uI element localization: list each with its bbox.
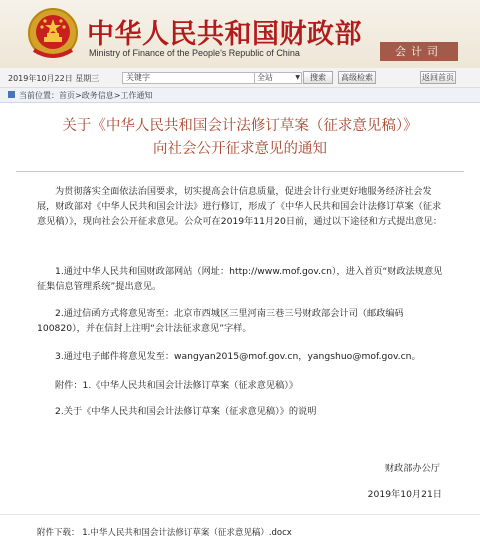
current-date: 2019年10月22日 星期三 (8, 74, 100, 83)
article-title (0, 115, 480, 161)
attachment-download-link[interactable]: 1.中华人民共和国会计法修订草案（征求意见稿）.docx (82, 528, 292, 538)
toolbar (0, 68, 480, 88)
search-button[interactable]: 搜索 (303, 71, 333, 84)
download-label: 附件下载： (37, 528, 80, 538)
paragraph-intro: 为贯彻落实全面依法治国要求，切实提高会计信息质量，促进会计行业更好地服务经济社会发展，财政部对《中华人民共和国会计法》进行修订，形成了《中华人民共和国会计法修订草案（征求意见稿）》，现向社会公开征求意见。公众可在2019年11月20日前，通过以下途径和方式提出意见： (37, 186, 443, 227)
footer-divider (0, 514, 480, 515)
site-title: 中华人民共和国财政部 (87, 19, 362, 50)
signature-date: 2019年10月21日 (367, 489, 442, 500)
attachment-1: 附件：1.《中华人民共和国会计法修订草案（征求意见稿）》 (55, 380, 299, 391)
paragraph-method-3: 3.通过电子邮件将意见发至：wangyan2015@mof.gov.cn，yangshuo@mof.gov.cn。 (55, 351, 421, 362)
paragraph-method-2: 2.通过信函方式将意见寄至：北京市西城区三里河南三巷三号财政部会计司（邮政编码100820），并在信封上注明“会计法征求意见”字样。 (37, 308, 404, 334)
article-title-line-2: 向社会公开征求意见的通知 (153, 141, 327, 157)
section-badge[interactable]: 会计司 (380, 42, 458, 61)
breadcrumb-text[interactable]: 当前位置：首页>政务信息>工作通知 (19, 91, 153, 100)
download-section (37, 526, 292, 538)
home-button[interactable]: 返回首页 (422, 73, 454, 82)
advanced-search-button[interactable]: 高级检索 (338, 71, 376, 84)
signature: 财政部办公厅 (384, 463, 440, 474)
attachment-2: 2.关于《中华人民共和国会计法修订草案（征求意见稿）》的说明 (55, 406, 317, 417)
paragraph-method-1: 1.通过中华人民共和国财政部网站（网址：http://www.mof.gov.cn），进入首页“财政法规意见征集信息管理系统”提出意见。 (37, 266, 443, 292)
search-scope-select[interactable] (254, 72, 302, 84)
search-scope-value: 全站 (257, 73, 273, 82)
divider (16, 171, 464, 172)
article-title-line-1: 关于《中华人民共和国会计法修订草案（征求意见稿）》 (62, 118, 418, 134)
site-header (0, 0, 480, 69)
location-marker-icon (8, 91, 15, 98)
search-input[interactable]: 关键字 (122, 72, 256, 84)
national-emblem-icon (26, 6, 80, 62)
breadcrumb (0, 88, 480, 103)
chevron-down-icon: ▼ (295, 74, 300, 81)
site-title-english: Ministry of Finance of the People's Republic of China (89, 48, 300, 58)
